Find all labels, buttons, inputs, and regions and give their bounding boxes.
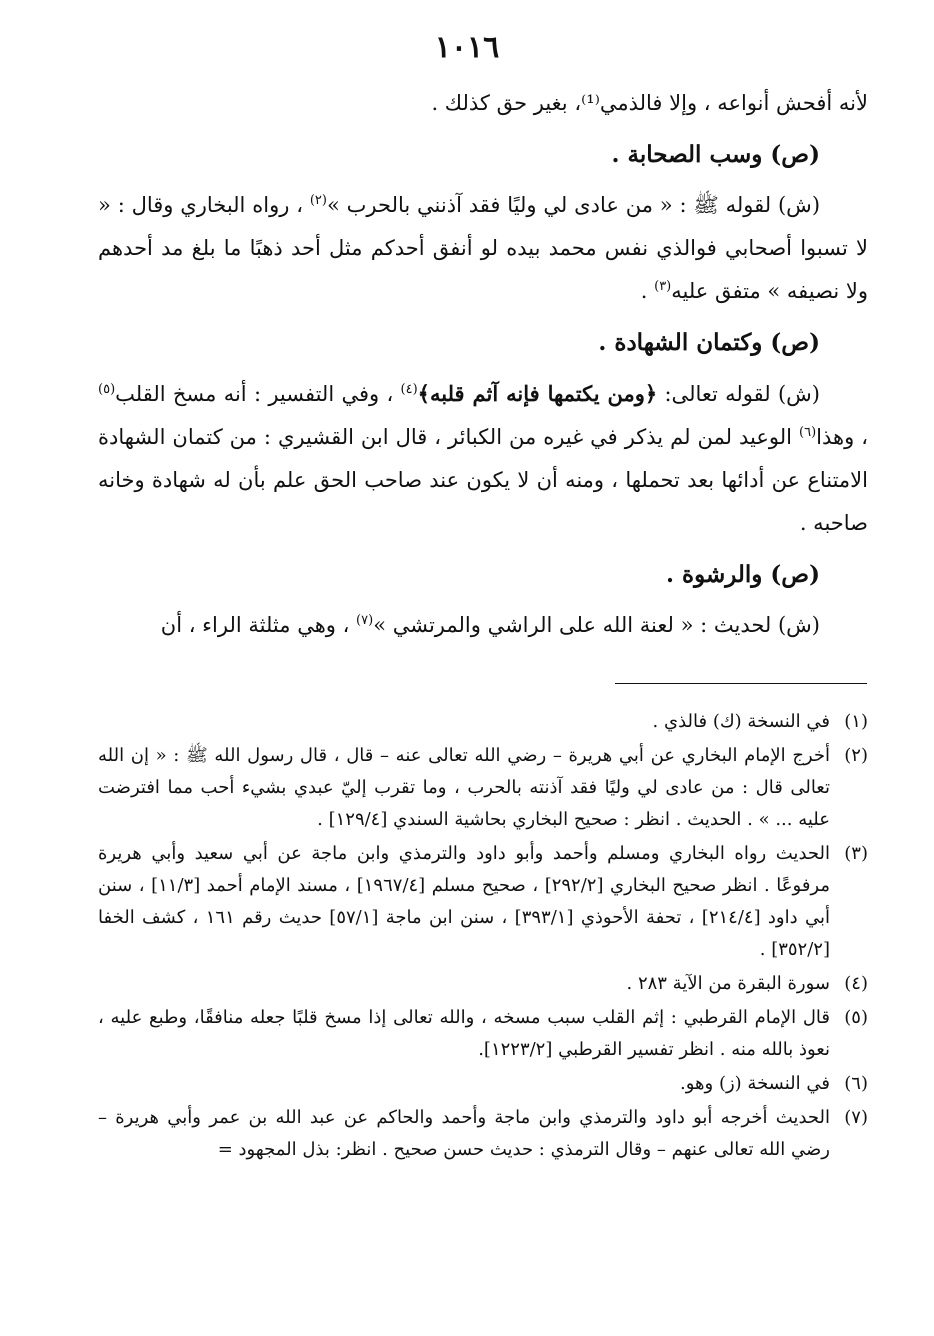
footnote-number: (٥) [844,1007,868,1028]
text-run: ، وهي مثلثة الراء ، أن [160,613,357,637]
paragraph-4 [98,604,868,647]
footnote-number: (١) [844,711,868,732]
footnote-text: الحديث أخرجه أبو داود والترمذي وابن ماجة وأحمد والحاكم عن عبد الله بن عمر وأبي هريرة – رضي الله تعالى عنهم – وقال الترمذي : حديث حسن صحيح . انظر: بذل المجهود = [98,1107,830,1160]
footnote-ref-7: (٧) [356,613,374,628]
quran-verse: ﴿ومن يكتمها فإنه آثم قلبه﴾ [417,381,658,406]
footnote-number: (٧) [844,1107,868,1128]
text-run: ، وهذا [816,425,869,449]
text-run: الوعيد لمن لم يذكر في غيره من الكبائر ، قال ابن القشيري : من كتمان الشهادة الامتناع عن أدائها بعد تحملها ، ومنه أن لا يكون عند صاحب الحق علم بأن له شهادة وخانه صاحبه . [98,425,868,535]
text-run: . [640,279,655,303]
heading-testimony: (ص) وكتمان الشهادة . [598,329,820,356]
footnote-ref-3: (٣) [654,279,672,294]
footnote-divider [615,683,867,684]
footnote-3 [98,838,868,966]
footnote-text: سورة البقرة من الآية ٢٨٣ . [626,973,830,994]
footnote-2 [98,740,868,836]
paragraph-3 [98,372,868,545]
footnote-4 [98,968,868,1000]
text-run: (ش) لقوله ﷺ : « من عادى لي وليًا فقد آذنني بالحرب » [326,193,821,217]
heading-bribery: (ص) والرشوة . [666,561,820,588]
footnote-number: (٦) [844,1073,868,1094]
footnote-text: في النسخة (ك) فالذي . [652,711,830,732]
footnote-number: (٣) [844,843,868,864]
footnote-text: قال الإمام القرطبي : إثم القلب سبب مسخه ، والله تعالى إذا مسخ قلبًا جعله منافقًا، وطبع عليه ، نعوذ بالله منه . انظر تفسير القرطبي [١٢٢٣/٢]. [98,1007,830,1060]
footnote-7 [98,1102,868,1166]
footnote-number: (٢) [844,745,868,766]
main-text [98,82,868,647]
footnote-ref-6: (٦) [799,425,817,440]
text-run: ، وفي التفسير : أنه مسخ القلب [115,382,401,406]
heading-companions: (ص) وسب الصحابة . [611,141,820,168]
text-run: ، رواه البخاري وقال : « لا تسبوا أصحابي فوالذي نفس محمد بيده لو أنفق أحدكم مثل أحد ذهبًا ما بلغ مد أحدهم ولا نصيفه » متفق عليه [98,193,868,303]
text-run: (ش) لقوله تعالى: [657,382,820,406]
footnote-number: (٤) [844,973,868,994]
footnotes [98,706,868,1168]
footnote-6 [98,1068,868,1100]
footnote-1 [98,706,868,738]
footnote-ref-5: (٥) [98,382,116,397]
footnote-text: الحديث رواه البخاري ومسلم وأحمد وأبو داود والترمذي وابن ماجة عن أبي سعيد وأبي هريرة مرفوعًا . انظر صحيح البخاري [٢٩٢/٢] ، صحيح مسلم [١٩٦٧/٤] ، مسند الإمام أحمد [١١/٣] ، سنن أبي داود [٢١٤/٤] ، تحفة الأحوذي [٣٩٣/١] ، سنن ابن ماجة [٥٧/١] حديث رقم ١٦١ ، كشف الخفا [٣٥٢/٢] . [98,843,830,960]
footnote-ref-4: (٤) [400,382,418,397]
text-run: (ش) لحديث : « لعنة الله على الراشي والمرتشي » [373,613,820,637]
footnote-5 [98,1002,868,1066]
footnote-ref-2: (٢) [309,193,327,208]
paragraph-2 [98,184,868,313]
page-number: ١٠١٦ [434,30,500,65]
footnote-text: أخرج الإمام البخاري عن أبي هريرة – رضي الله تعالى عنه – قال ، قال رسول الله ﷺ : « إن الله تعالى قال : من عادى لي وليًا فقد آذنته بالحرب ، وما تقرب إليّ عبدي بشيء أحب مما افترضت عليه ... » . الحديث . انظر : صحيح البخاري بحاشية السندي [١٢٩/٤] . [98,745,830,830]
footnote-text: في النسخة (ز) وهو. [680,1073,830,1094]
paragraph-1: لأنه أفحش أنواعه ، وإلا فالذمي⁽¹⁾، بغير حق كذلك . [431,91,868,115]
